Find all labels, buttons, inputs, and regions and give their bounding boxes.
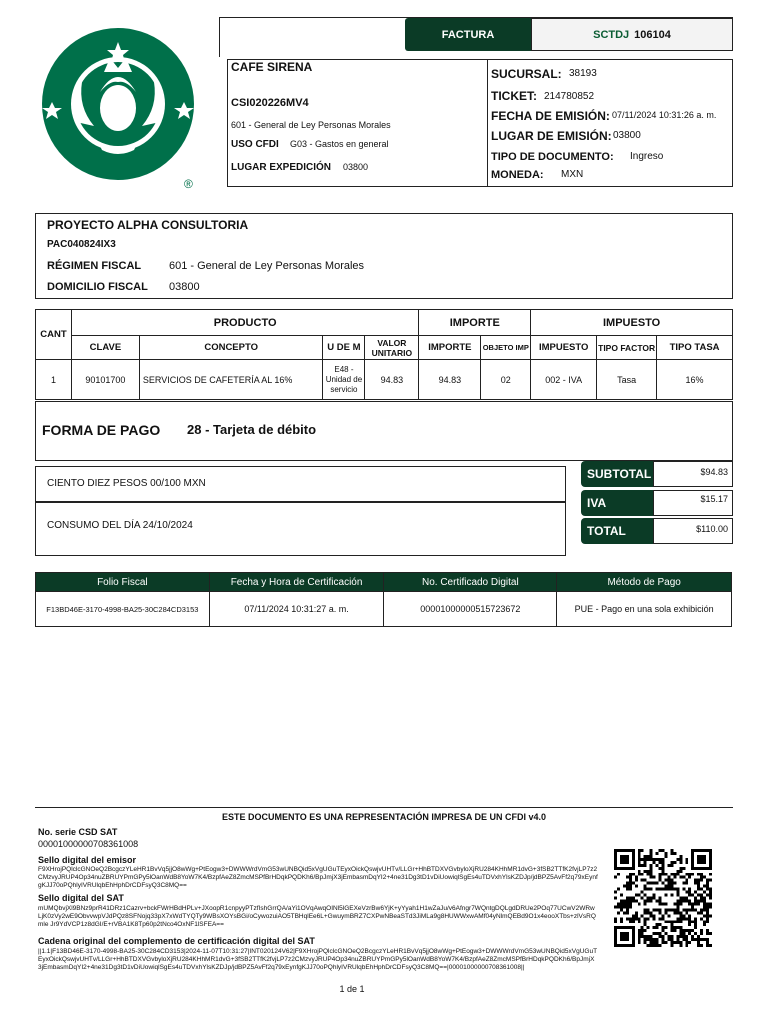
- tipo-documento-label: TIPO DE DOCUMENTO:: [491, 151, 614, 163]
- issuer-rfc: CSI020226MV4: [231, 97, 309, 109]
- fecha-certificacion-value: 07/11/2024 10:31:27 a. m.: [209, 592, 384, 627]
- receiver-name: PROYECTO ALPHA CONSULTORIA: [47, 218, 249, 232]
- regimen-fiscal-value: 601 - General de Ley Personas Morales: [169, 260, 365, 272]
- document-type-tag: [405, 18, 531, 51]
- iva-value: $15.17: [653, 490, 733, 516]
- domicilio-fiscal-label: DOMICILIO FISCAL: [47, 281, 148, 293]
- subtotal-value: $94.83: [653, 461, 733, 487]
- producto-header: PRODUCTO: [71, 310, 418, 336]
- sello-sat-label: Sello digital del SAT: [38, 893, 124, 903]
- folio-label: 106104: [634, 28, 671, 41]
- sello-emisor-label: Sello digital del emisor: [38, 855, 137, 865]
- cant-header: CANT: [36, 310, 72, 360]
- serie-label: SCTDJ: [593, 28, 630, 41]
- lugar-emision-value: 03800: [613, 130, 641, 141]
- qr-code: [614, 849, 712, 947]
- folio-fiscal-value: F13BD46E-3170-4998-BA25-30C284CD3153: [36, 592, 210, 627]
- serie-folio: [531, 18, 733, 51]
- fecha-emision-label: FECHA DE EMISIÓN:: [491, 109, 610, 123]
- lugar-expedicion-label: LUGAR EXPEDICIÓN: [231, 162, 332, 173]
- folio-fiscal-header: Folio Fiscal: [36, 573, 210, 592]
- csd-value: 00001000000708361008: [38, 839, 139, 849]
- certificado-value: 00001000000515723672: [384, 592, 557, 627]
- table-row: [36, 360, 733, 400]
- impuesto-header: IMPUESTO: [531, 310, 733, 336]
- col-tipo-factor: TIPO FACTOR: [597, 336, 657, 360]
- sello-emisor-value: F9XHrojPQlclcGNOeQ2BcgczYLeHR1BvVq5jjO8wWg+PtEogw3+DWWWrdVmG53wUNBQid5xVgUGuTEyxOickQswjvUHTv/LLGr+HhBTDXVGvbyloXjRU284KHhMR1dvG+3fSB2TTfK2fvjLP7z2CMzvyJRUP4Op34nuZBRUYPmGPy5lOanWdB8YoW7K4/BzpfAeZ8ZmcMSPfBrHDqkPQDKh6/BpJmjX3jEmbasmDqYI2+4ne31Dg3tD1vDiUowiqlSgEs4uTDVxhYlsKZDJp/jdBPZ5AvFf2q79xEynfgKJJ70oPQhlyIVRUlqbEhHphDrCDFsyQ3C8MQ==: [38, 866, 598, 889]
- col-udem: U DE M: [323, 336, 365, 360]
- uso-cfdi-label: USO CFDI: [231, 139, 279, 150]
- ticket-label: TICKET:: [491, 89, 537, 103]
- starbucks-siren-logo: [38, 22, 198, 190]
- certificado-header: No. Certificado Digital: [384, 573, 557, 592]
- page-number: 1 de 1: [339, 984, 365, 994]
- row-objeto: 02: [481, 360, 531, 400]
- ticket-value: 214780852: [544, 91, 595, 102]
- receiver-rfc: PAC040824IX3: [47, 239, 116, 250]
- forma-pago-value: 28 - Tarjeta de débito: [187, 422, 317, 437]
- sello-sat-value: mUMQbvjXl9BNz9prR41DRz1Cazrv+bckFWrHBdHPLv+JXoopR1cnpyyPTzfIshGrrQA/aYi1OVqAwqOINl5lGEXeVzrBw6YjK+yYyah1H1wZaJu/v6Afngr7WQntgDQLgdDRUe2POq77UCwV2WRwLjK0zVy2wE9ObvvwpVJdPQz8SFNojq33pX7xWdTYQTy9WBsXOYsBGi/oCywozuiAO5TBHqlEe6L+GwuymBRZ7CXPwNBeaSTd3JiMLa9g8HUWWxwAMf04yNlmQEBd9O1x4eooXTbs+zlVsRQmle Jr9YdVCP1z8dGI/E+rVBA1K8Tp60p2tNco4OxNF1lSFEA==: [38, 905, 596, 928]
- importe-header: IMPORTE: [419, 310, 531, 336]
- col-impuesto: IMPUESTO: [531, 336, 597, 360]
- regimen-fiscal-label: RÉGIMEN FISCAL: [47, 260, 142, 272]
- total-label: TOTAL: [581, 518, 653, 544]
- fecha-emision-value: 07/11/2024 10:31:26 a. m.: [612, 110, 717, 120]
- document-type-label: FACTURA: [441, 28, 495, 41]
- csd-label: No. serie CSD SAT: [38, 827, 118, 837]
- total-value: $110.00: [653, 518, 733, 544]
- qr-code-icon: [614, 849, 712, 947]
- cfdi-footer-title: ESTE DOCUMENTO ES UNA REPRESENTACIÓN IMPRESA DE UN CFDI v4.0: [221, 812, 547, 822]
- svg-text:®: ®: [184, 177, 193, 190]
- products-table: [35, 309, 733, 400]
- moneda-label: MONEDA:: [491, 169, 544, 181]
- row-clave: 90101700: [71, 360, 139, 400]
- lugar-expedicion-value: 03800: [343, 162, 369, 172]
- iva-label: IVA: [581, 490, 653, 516]
- row-importe: 94.83: [419, 360, 481, 400]
- cadena-original-label: Cadena original del complemento de certificación digital del SAT: [38, 936, 315, 946]
- row-cant: 1: [36, 360, 72, 400]
- metodo-pago-value: PUE - Pago en una sola exhibición: [557, 592, 732, 627]
- consumo-text: CONSUMO DEL DÍA 24/10/2024: [47, 520, 193, 531]
- col-valor-unitario: VALOR UNITARIO: [365, 336, 419, 360]
- forma-pago-label: FORMA DE PAGO: [42, 422, 161, 438]
- cadena-original-value: ||1.1|F13BD46E-3170-4998-BA25-30C284CD3153|2024-11-07T10:31:27|INT020124V62|F9XHrojPQlclcGNOeQ2BcgczYLeHR1BvVq5jjO8wWg+PtEogw3+DWWWrdVmG53wUNBQid5xVgUGuTEyxOickQswjvUHTv/LLGr+HhBTDXVGvbyloXjRU284KHhMR1dvG+3fSB2TTfK2fvjLP7z2CMzvyJRUP4Op34nuZBRUYPmGPy5lOanWdB8YoW7K4/BzpfAeZ8ZmcMSPfBrHDqkPQDKh6/BpJmjX3jEmbasmDqYI2+4ne31Dg3tD1vDiUowiqlSgEs4uTDVxhYlsKZDJp/jdBPZ5AvFf2q79xEynfgKJJ70oPQhlyIVRUlqbEhHphDrCDFsyQ3C8MQ==|00001000000708361008||: [38, 948, 598, 971]
- sucursal-value: 38193: [569, 68, 597, 79]
- col-concepto: CONCEPTO: [139, 336, 323, 360]
- domicilio-fiscal-value: 03800: [169, 281, 200, 293]
- sucursal-label: SUCURSAL:: [491, 67, 562, 81]
- certification-table: [35, 572, 732, 627]
- row-factor: Tasa: [597, 360, 657, 400]
- col-objeto-imp: OBJETO IMP: [481, 336, 531, 360]
- amount-in-words: CIENTO DIEZ PESOS 00/100 MXN: [47, 478, 206, 489]
- row-concepto: SERVICIOS DE CAFETERÍA AL 16%: [139, 360, 323, 400]
- company-logo: [38, 22, 198, 190]
- lugar-emision-label: LUGAR DE EMISIÓN:: [491, 129, 612, 143]
- issuer-name: CAFE SIRENA: [231, 60, 313, 74]
- subtotal-label: SUBTOTAL: [581, 461, 653, 487]
- row-valor: 94.83: [365, 360, 419, 400]
- moneda-value: MXN: [561, 169, 584, 180]
- issuer-regimen: 601 - General de Ley Personas Morales: [231, 120, 391, 130]
- tipo-documento-value: Ingreso: [630, 151, 664, 162]
- uso-cfdi-value: G03 - Gastos en general: [290, 139, 389, 149]
- col-tipo-tasa: TIPO TASA: [657, 336, 733, 360]
- col-clave: CLAVE: [71, 336, 139, 360]
- metodo-pago-header: Método de Pago: [557, 573, 732, 592]
- col-importe: IMPORTE: [419, 336, 481, 360]
- row-impuesto: 002 - IVA: [531, 360, 597, 400]
- row-udem: E48 - Unidad de servicio: [323, 360, 365, 400]
- fecha-certificacion-header: Fecha y Hora de Certificación: [209, 573, 384, 592]
- row-tasa: 16%: [657, 360, 733, 400]
